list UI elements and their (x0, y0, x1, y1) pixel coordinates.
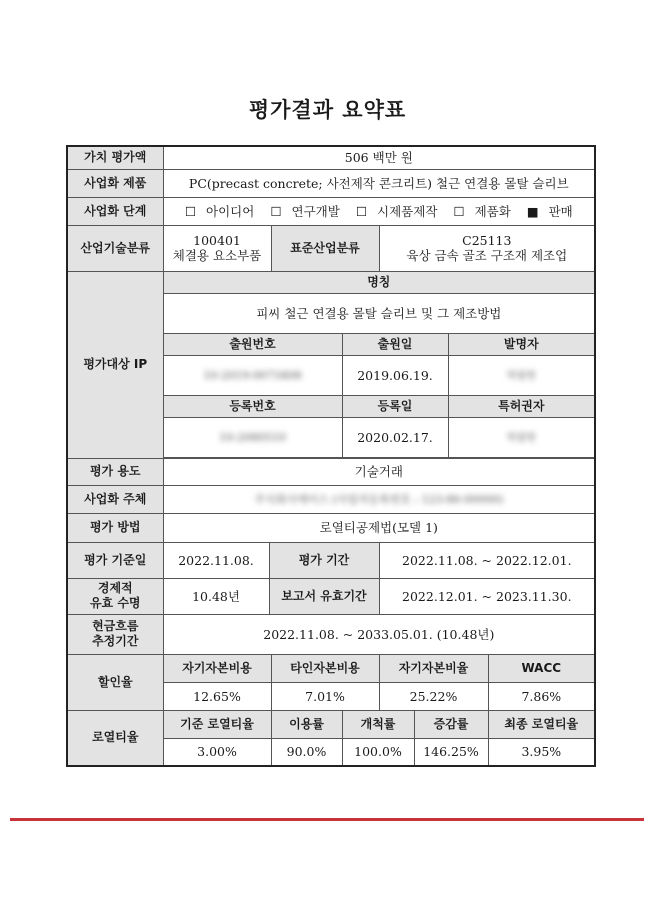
row-discount-header (67, 654, 595, 682)
application-no (163, 355, 342, 395)
redacted-registration-no: 10-2080510 (219, 431, 286, 444)
checkbox-icon: ☐ (270, 203, 282, 219)
discount-equity-ratio: 25.22% (379, 682, 488, 710)
row-stage (67, 197, 595, 225)
tech-class-code: 100401 (193, 233, 241, 248)
patent-holder-header: 특허권자 (448, 395, 595, 417)
redacted-application-no: 10-2019-0073408 (203, 369, 302, 382)
cashflow-period: 2022.11.08. ~ 2033.05.01. (10.48년) (163, 614, 595, 654)
period-label: 평가 기간 (269, 542, 379, 578)
value-label: 가치 평가액 (67, 146, 163, 169)
cashflow-label: 현금흐름 추정기간 (67, 614, 163, 654)
base-date: 2022.11.08. (163, 542, 269, 578)
method-text: 로열티공제법(모델 1) (163, 513, 595, 542)
footer-divider (10, 818, 644, 821)
purpose-text: 기술거래 (163, 458, 595, 485)
checked-box-icon: ■ (526, 203, 539, 219)
royalty-label: 로열티율 (67, 710, 163, 766)
royalty-change: 146.25% (414, 738, 488, 766)
stage-option-product: ☐ 제품화 (453, 203, 511, 219)
row-royalty-header (67, 710, 595, 738)
discount-header-equity-cost: 자기자본비용 (163, 654, 271, 682)
product-text: PC(precast concrete; 사전제작 콘크리트) 철근 연결용 몰탈 슬리브 (163, 169, 595, 197)
report-validity-label: 보고서 유효기간 (269, 578, 379, 614)
royalty-header-change: 증감률 (414, 710, 488, 738)
royalty-final: 3.95% (488, 738, 595, 766)
std-class-value (379, 225, 595, 271)
row-ip-name-header (67, 271, 595, 293)
checkbox-icon: ☐ (355, 203, 368, 219)
royalty-pioneer: 100.0% (342, 738, 414, 766)
discount-wacc: 7.86% (488, 682, 595, 710)
stage-options (163, 197, 595, 225)
patent-holder (448, 417, 595, 457)
entity-label: 사업화 주체 (67, 485, 163, 513)
application-date: 2019.06.19. (342, 355, 448, 395)
registration-date-header: 등록일 (342, 395, 448, 417)
checkbox-icon: ☐ (453, 203, 465, 219)
royalty-header-final: 최종 로열티율 (488, 710, 595, 738)
base-date-label: 평가 기준일 (67, 542, 163, 578)
discount-debt-cost: 7.01% (271, 682, 379, 710)
stage-option-idea: ☐ 아이디어 (184, 203, 255, 219)
row-purpose (67, 458, 595, 485)
application-no-header: 출원번호 (163, 333, 342, 355)
period: 2022.11.08. ~ 2022.12.01. (379, 542, 595, 578)
row-cashflow (67, 614, 595, 654)
inventor (448, 355, 595, 395)
target-ip-label: 평가대상 IP (67, 271, 163, 458)
tech-class-value (163, 225, 271, 271)
redacted-inventor: 박광현 (506, 370, 536, 382)
row-method (67, 513, 595, 542)
stage-option-rnd: ☐ 연구개발 (270, 203, 340, 219)
row-value (67, 146, 595, 169)
page-title: 평가결과 요약표 (248, 98, 407, 122)
purpose-label: 평가 용도 (67, 458, 163, 485)
ip-name: 피씨 철근 연결용 몰탈 슬리브 및 그 제조방법 (163, 293, 595, 333)
discount-header-wacc: WACC (488, 654, 595, 682)
row-entity (67, 485, 595, 513)
tech-class-name: 체결용 요소부품 (172, 248, 262, 263)
royalty-usage: 90.0% (271, 738, 342, 766)
report-validity: 2022.12.01. ~ 2023.11.30. (379, 578, 595, 614)
std-class-code: C25113 (462, 233, 512, 248)
row-dates (67, 542, 595, 578)
registration-date: 2020.02.17. (342, 417, 448, 457)
royalty-header-base: 기준 로열티율 (163, 710, 271, 738)
summary-table (66, 145, 596, 767)
ip-name-header: 명칭 (163, 271, 595, 293)
life-label: 경제적 유효 수명 (67, 578, 163, 614)
discount-equity-cost: 12.65% (163, 682, 271, 710)
discount-header-equity-ratio: 자기자본비율 (379, 654, 488, 682)
checkbox-icon: ☐ (184, 203, 197, 219)
inventor-header: 발명자 (448, 333, 595, 355)
registration-no-header: 등록번호 (163, 395, 342, 417)
std-class-name: 육상 금속 골조 구조재 제조업 (406, 248, 568, 263)
redacted-entity: 주식회사에이스 (사업자등록번호 : 123-86-00000) (254, 493, 504, 506)
discount-header-debt-cost: 타인자본비용 (271, 654, 379, 682)
method-label: 평가 방법 (67, 513, 163, 542)
stage-label: 사업화 단계 (67, 197, 163, 225)
discount-label: 할인율 (67, 654, 163, 710)
row-product (67, 169, 595, 197)
stage-option-prototype: ☐ 시제품제작 (355, 203, 438, 219)
royalty-base: 3.00% (163, 738, 271, 766)
royalty-header-pioneer: 개척률 (342, 710, 414, 738)
product-label: 사업화 제품 (67, 169, 163, 197)
royalty-header-usage: 이용률 (271, 710, 342, 738)
redacted-patent-holder: 박광현 (506, 432, 536, 444)
row-classification (67, 225, 595, 271)
tech-class-label: 산업기술분류 (67, 225, 163, 271)
life-value: 10.48년 (163, 578, 269, 614)
row-life (67, 578, 595, 614)
entity-text (163, 485, 595, 513)
value-text: 506 백만 원 (163, 146, 595, 169)
application-date-header: 출원일 (342, 333, 448, 355)
registration-no (163, 417, 342, 457)
stage-option-sales: ■ 판매 (526, 203, 573, 219)
std-class-label: 표준산업분류 (271, 225, 379, 271)
